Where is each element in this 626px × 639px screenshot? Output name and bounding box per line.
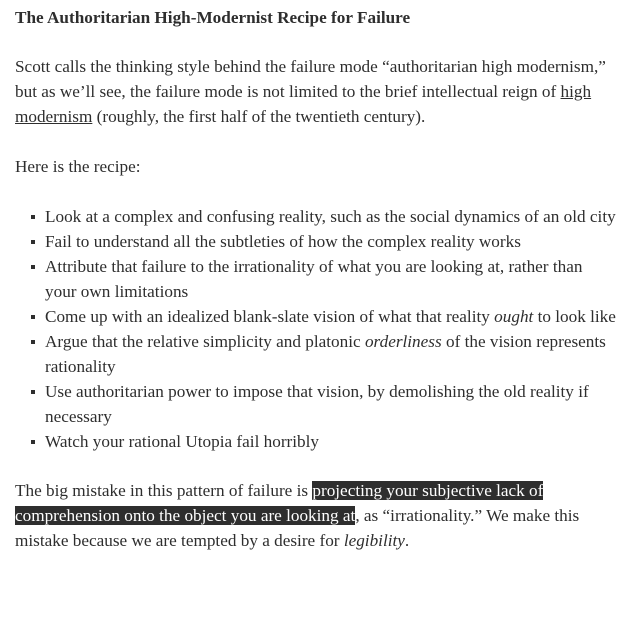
list-item xyxy=(45,329,616,379)
section-heading: The Authoritarian High-Modernist Recipe for Failure xyxy=(15,8,411,27)
conclusion-text-middle: , as “irrationality.” We make this mistake because we are tempted by a desire for xyxy=(15,506,580,550)
conclusion-text-end: . xyxy=(404,531,410,550)
list-item-text: Argue that the relative simplicity and platonic xyxy=(45,332,365,351)
conclusion-paragraph xyxy=(15,478,616,553)
list-item xyxy=(45,304,616,329)
intro-text: Scott calls the thinking style behind the failure mode “authoritarian high modernism,” but as we’ll see, the failure mode is not limited to the brief intellectual reign of xyxy=(15,57,606,101)
list-item: Look at a complex and confusing reality, such as the social dynamics of an old city xyxy=(45,204,616,229)
emphasis-legibility: legibility xyxy=(343,531,405,550)
intro-text-end: (roughly, the first half of the twentieth century). xyxy=(92,107,426,126)
list-item: Watch your rational Utopia fail horribly xyxy=(45,429,616,454)
recipe-intro: Here is the recipe: xyxy=(15,157,141,176)
intro-paragraph xyxy=(15,54,616,129)
list-item: Fail to understand all the subtleties of how the complex reality works xyxy=(45,229,616,254)
high-modernism-link[interactable]: high modernism xyxy=(15,82,592,126)
list-item: Attribute that failure to the irrationality of what you are looking at, rather than your own limitations xyxy=(45,254,616,304)
recipe-list xyxy=(15,204,616,454)
list-item-text-end: of the vision represents rationality xyxy=(45,332,606,376)
conclusion-text: The big mistake in this pattern of failure is xyxy=(15,481,313,500)
list-item: Use authoritarian power to impose that vision, by demolishing the old reality if necessary xyxy=(45,379,616,429)
selected-text-highlight[interactable]: projecting your subjective lack of comprehension onto the object you are looking at xyxy=(15,481,544,525)
emphasis-orderliness: orderliness xyxy=(364,332,442,351)
emphasis-ought: ought xyxy=(494,307,534,326)
list-item-text: Come up with an idealized blank-slate vision of what that reality xyxy=(45,307,495,326)
list-item-text-end: to look like xyxy=(533,307,616,326)
